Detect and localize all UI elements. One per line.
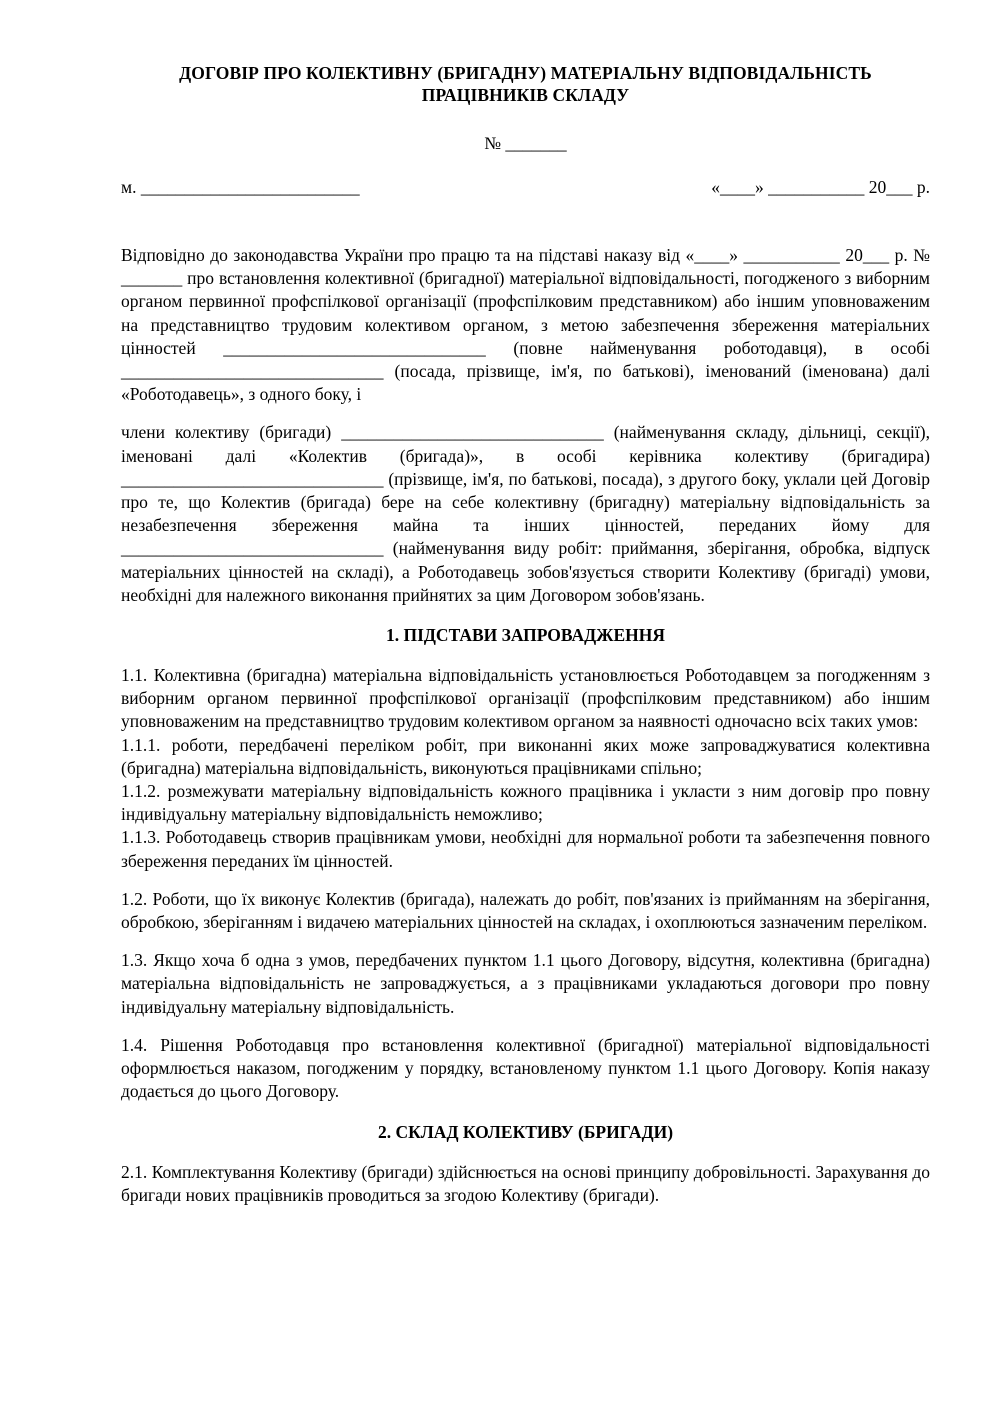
intro-paragraph-collective: члени колективу (бригади) ______________________________ (найменування складу, дільниці, секції), іменовані далі «Колектив (бригада)», в особі керівника колективу (бригадира) ______________________________ (прізвище, ім'я, по батькові, посада), з другого боку, уклали цей Договір про те, що Колектив (бригада) бере на себе колективну (бригадну) матеріальну відповідальність за незабезпечення збереження майна та інших цінностей, переданих йому для ______________________________ (найменування виду робіт: приймання, зберігання, обробка, відпуск матеріальних цінностей на складі), а Роботодавець зобов'язується створити Колективу (бригаді) умови, необхідні для належного виконання прийнятих за цим Договором зобов'язань.: [121, 422, 930, 605]
intro-paragraph-employer: Відповідно до законодавства України про працю та на підставі наказу від «____» ___________ 20___ р. № _______ про встановлення колективної (бригадної) матеріальної відповідальності, погодженого з виборним органом первинної профспілкової організації (профспілковим представником) або іншим уповноваженим на представництво трудовим колективом органом, з метою забезпечення збереження матеріальних цінностей ______________________________ (повне найменування роботодавця), в особі ______________________________ (посада, прізвище, ім'я, по батькові), іменований (іменована) далі «Роботодавець», з одного боку, і: [121, 245, 930, 405]
section-2-heading: 2. СКЛАД КОЛЕКТИВУ (БРИГАДИ): [377, 1121, 674, 1142]
contract-number: № _______: [484, 133, 567, 153]
clause-2-1: 2.1. Комплектування Колективу (бригади) здійснюється на основі принципу добровільності. Зарахування до бригади нових працівників проводиться за згодою Колективу (бригади).: [121, 1161, 930, 1205]
section-1-heading: 1. ПІДСТАВИ ЗАПРОВАДЖЕННЯ: [385, 625, 666, 646]
title-line-1: ДОГОВІР ПРО КОЛЕКТИВНУ (БРИГАДНУ) МАТЕРІАЛЬНУ ВІДПОВІДАЛЬНІСТЬ: [179, 63, 872, 83]
document-page: [121, 62, 930, 1207]
contract-place: м. _________________________: [121, 177, 360, 197]
contract-date: «____» ___________ 20___ р.: [711, 177, 930, 197]
clause-1-1-2: 1.1.2. розмежувати матеріальну відповідальність кожного працівника і укласти з ним договір про повну індивідуальну матеріальну відповідальність неможливо;: [121, 781, 930, 825]
clause-1-1-3: 1.1.3. Роботодавець створив працівникам умови, необхідні для нормальної роботи та забезпечення повного збереження переданих їм цінностей.: [121, 827, 930, 871]
place-date-row: [121, 176, 930, 198]
clause-1-3: 1.3. Якщо хоча б одна з умов, передбачених пунктом 1.1 цього Договору, відсутня, колективна (бригадна) матеріальна відповідальність не запроваджується, а з працівниками укладаються договори про повну індивідуальну матеріальну відповідальність.: [121, 950, 930, 1017]
clause-1-4: 1.4. Рішення Роботодавця про встановлення колективної (бригадної) матеріальної відповідальності оформлюється наказом, погодженим у порядку, встановленому пунктом 1.1 цього Договору. Копія наказу додається до цього Договору.: [121, 1034, 930, 1102]
clause-1-1-1: 1.1.1. роботи, передбачені переліком робіт, при виконанні яких може запроваджуватися колективна (бригадна) матеріальна відповідальність, виконуються працівниками спільно;: [121, 734, 930, 778]
clause-1-2: 1.2. Роботи, що їх виконує Колектив (бригада), належать до робіт, пов'язаних із прийманням на зберігання, обробкою, зберіганням і видачею матеріальних цінностей на складах, і охоплюються зазначеним переліком.: [121, 888, 930, 933]
document-title: [121, 62, 930, 106]
clause-1-1: 1.1. Колективна (бригадна) матеріальна відповідальність установлюється Роботодавцем за погодженням з виборним органом первинної профспілкової організації (профспілковим представником) або іншим уповноваженим на представництво трудовим колективом органом за наявності одночасно всіх таких умов:: [121, 665, 930, 732]
title-line-2: ПРАЦІВНИКІВ СКЛАДУ: [421, 85, 630, 105]
